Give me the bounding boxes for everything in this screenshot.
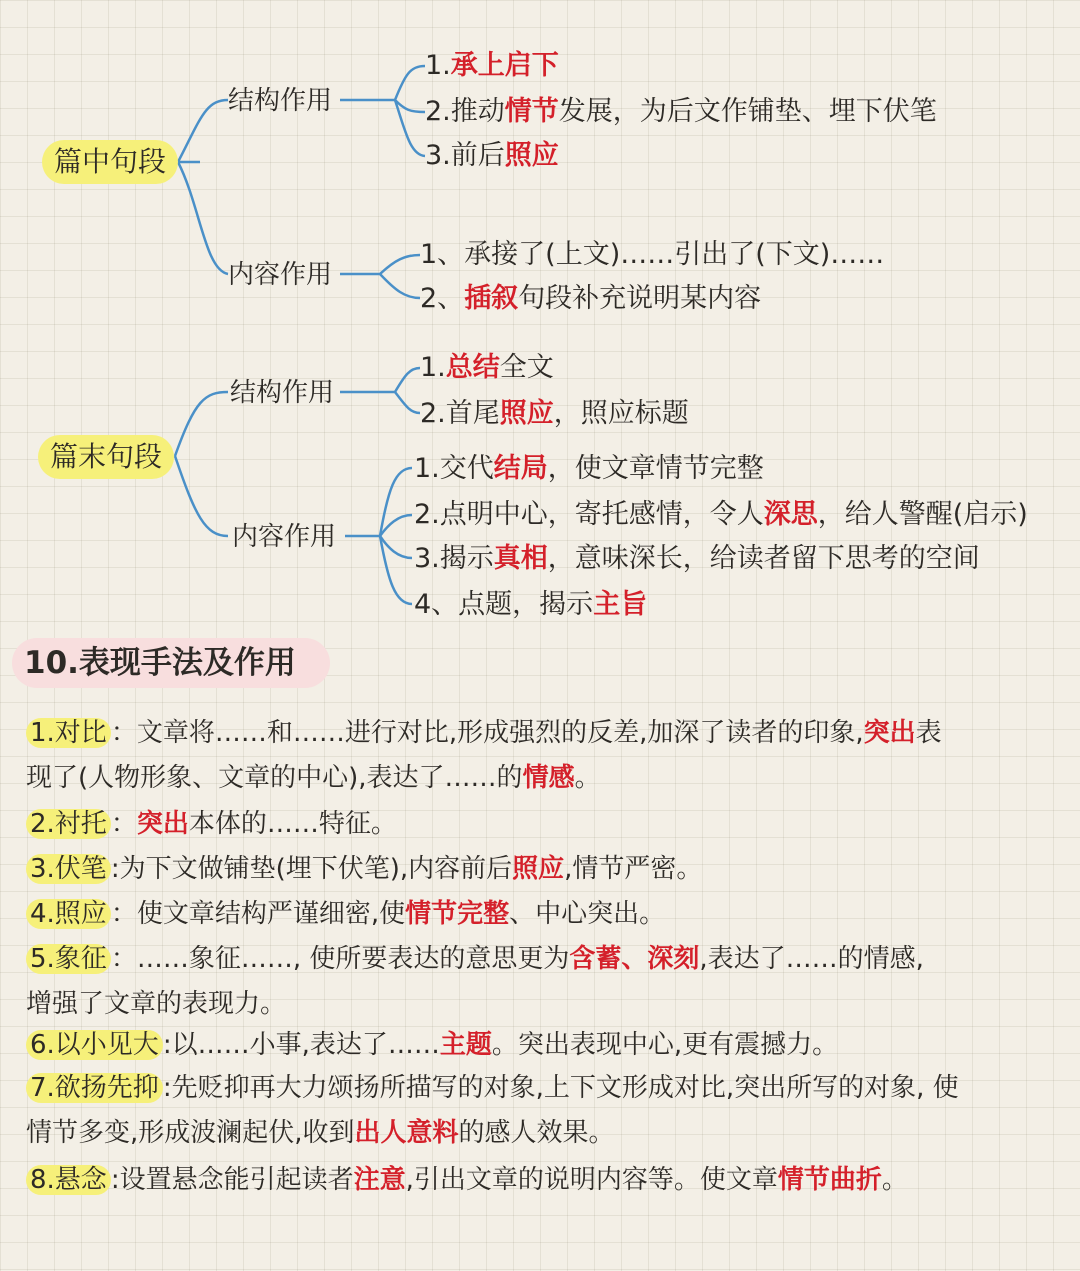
end-structure-item-1: 1.总结全文 <box>420 352 554 383</box>
body-text: ,表达了……的情感, <box>699 944 924 974</box>
mid-content-label: 内容作用 <box>228 260 333 290</box>
body-text: 情节多变,形成波澜起伏,收到 <box>26 1118 355 1148</box>
end-content-label: 内容作用 <box>232 522 337 552</box>
emphasis-text: 含蓄、深刻 <box>569 944 700 974</box>
end-content-item-4: 4、点题，揭示主旨 <box>414 589 648 620</box>
body-text: :为下文做铺垫(埋下伏笔),内容前后 <box>110 854 513 884</box>
emphasis-text: 情节完整 <box>405 899 510 929</box>
technique-term: 3.伏笔 <box>26 854 111 884</box>
end-section-label: 篇末句段 <box>38 435 174 479</box>
emphasis-text: 注意 <box>353 1165 406 1195</box>
mid-structure-label: 结构作用 <box>228 86 333 116</box>
body-text: :以……小事,表达了…… <box>162 1030 440 1060</box>
emphasis-text: 突出 <box>136 809 189 839</box>
end-content-item-1: 1.交代结局，使文章情节完整 <box>414 453 764 484</box>
technique-item-4-line-1 <box>26 897 1056 931</box>
technique-term: 7.欲扬先抑 <box>26 1073 163 1103</box>
mid-content-item-2: 2、插叙句段补充说明某内容 <box>420 283 762 314</box>
end-content-item-3: 3.揭示真相，意味深长，给读者留下思考的空间 <box>414 543 980 574</box>
technique-term: 5.象征 <box>26 944 111 974</box>
emphasis-text: 出人意料 <box>354 1118 459 1148</box>
body-text: 增强了文章的表现力。 <box>26 989 287 1019</box>
end-structure-item-2: 2.首尾照应，照应标题 <box>420 398 689 429</box>
body-text: :设置悬念能引起读者 <box>110 1165 354 1195</box>
mid-structure-item-2: 2.推动情节发展，为后文作铺垫、埋下伏笔 <box>425 96 937 127</box>
technique-item-5-line-2 <box>26 987 1056 1021</box>
technique-item-8-line-1 <box>26 1163 1056 1197</box>
body-text: ： <box>110 809 137 839</box>
body-text: 。 <box>574 763 601 793</box>
body-text: 现了(人物形象、文章的中心),表达了……的 <box>26 763 523 793</box>
body-text: :先贬抑再大力颂扬所描写的对象,上下文形成对比,突出所写的对象, 使 <box>162 1073 959 1103</box>
technique-term: 1.对比 <box>26 718 111 748</box>
mid-structure-item-1: 1.承上启下 <box>425 50 559 81</box>
mid-structure-item-3: 3.前后照应 <box>425 140 559 171</box>
technique-term: 4.照应 <box>26 899 111 929</box>
emphasis-text: 情节曲折 <box>777 1165 882 1195</box>
body-text: 。 <box>881 1165 908 1195</box>
body-text: 。突出表现中心,更有震撼力。 <box>491 1030 839 1060</box>
emphasis-text: 情感 <box>522 763 575 793</box>
emphasis-text: 主题 <box>439 1030 492 1060</box>
technique-item-1-line-2 <box>26 761 1056 795</box>
body-text: 的感人效果。 <box>458 1118 615 1148</box>
technique-item-2-line-1 <box>26 807 1056 841</box>
body-text: 表 <box>915 718 942 748</box>
end-structure-label: 结构作用 <box>230 378 335 408</box>
emphasis-text: 照应 <box>512 854 565 884</box>
end-content-item-2: 2.点明中心，寄托感情，令人深思，给人警醒(启示) <box>414 499 1028 530</box>
technique-term: 6.以小见大 <box>26 1030 163 1060</box>
body-text: ,情节严密。 <box>564 854 703 884</box>
technique-item-6-line-1 <box>26 1028 1056 1062</box>
emphasis-text: 突出 <box>863 718 916 748</box>
technique-item-1-line-1 <box>26 716 1056 750</box>
technique-item-7-line-2 <box>26 1116 1056 1150</box>
body-text: ：使文章结构严谨细密,使 <box>110 899 406 929</box>
technique-item-3-line-1 <box>26 852 1056 886</box>
technique-item-5-line-1 <box>26 942 1056 976</box>
mid-section-label: 篇中句段 <box>42 140 178 184</box>
body-text: ：文章将……和……进行对比,形成强烈的反差,加深了读者的印象, <box>110 718 864 748</box>
technique-item-7-line-1 <box>26 1071 1056 1105</box>
section-heading: 10.表现手法及作用 <box>12 638 330 688</box>
body-text: ：……象征……, 使所要表达的意思更为 <box>110 944 570 974</box>
body-text: 、中心突出。 <box>509 899 666 929</box>
body-text: 本体的……特征。 <box>188 809 397 839</box>
technique-term: 2.衬托 <box>26 809 111 839</box>
technique-term: 8.悬念 <box>26 1165 111 1195</box>
mid-content-item-1: 1、承接了(上文)……引出了(下文)…… <box>420 239 885 270</box>
body-text: ,引出文章的说明内容等。使文章 <box>405 1165 778 1195</box>
